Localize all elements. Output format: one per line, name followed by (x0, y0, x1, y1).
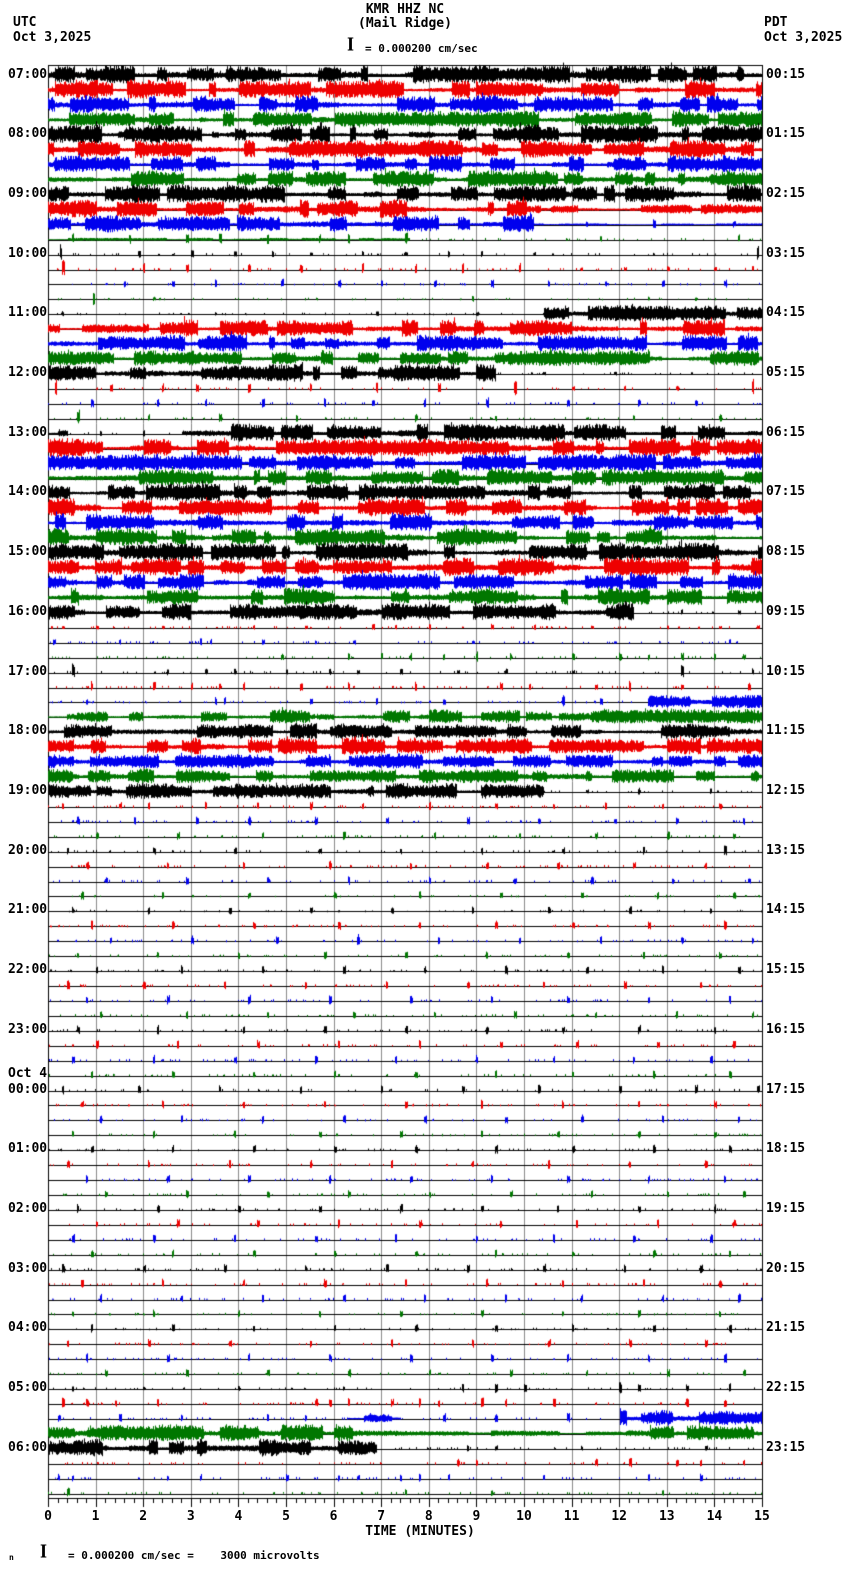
x-axis-tick-label: 14 (706, 1509, 723, 1524)
x-axis-tick-label: 3 (186, 1509, 195, 1524)
x-axis-tick-label: 11 (563, 1509, 580, 1524)
pdt-hour-label: 11:15 (766, 723, 806, 739)
utc-hour-label: 04:00 (8, 1320, 48, 1336)
pdt-hour-label: 14:15 (766, 902, 806, 918)
page-subtitle: (Mail Ridge) (358, 16, 452, 31)
left-date-label: Oct 3,2025 (13, 30, 92, 45)
x-axis-tick-label: 2 (139, 1509, 148, 1524)
x-axis-tick-label: 4 (234, 1509, 243, 1524)
pdt-hour-label: 12:15 (766, 783, 806, 798)
x-axis-tick-label: 12 (611, 1509, 628, 1524)
x-axis-tick-label: 8 (424, 1509, 433, 1524)
footer-prefix-glyph: n (9, 1553, 14, 1562)
utc-hour-label: 18:00 (8, 723, 48, 739)
pdt-hour-label: 05:15 (766, 365, 806, 381)
pdt-hour-label: 07:15 (766, 484, 806, 500)
utc-hour-label: 17:00 (8, 663, 48, 679)
x-axis-tick-label: 10 (516, 1509, 532, 1524)
utc-hour-label: 21:00 (8, 902, 48, 918)
utc-hour-label: 00:00 (8, 1081, 48, 1097)
pdt-hour-label: 20:15 (766, 1260, 806, 1276)
right-timezone-label: PDT (764, 15, 788, 30)
utc-hour-label: 07:00 (8, 66, 48, 82)
utc-hour-label: 15:00 (8, 544, 48, 560)
pdt-hour-label: 19:15 (766, 1200, 806, 1216)
x-axis-tick-label: 15 (754, 1509, 770, 1524)
pdt-hour-label: 17:15 (766, 1081, 806, 1097)
x-axis-tick-label: 9 (472, 1509, 481, 1524)
scale-text: = 0.000200 cm/sec (365, 42, 478, 55)
pdt-hour-label: 03:15 (766, 245, 806, 261)
footer-scale-note: = 0.000200 cm/sec = 3000 microvolts (68, 1549, 320, 1562)
pdt-hour-label: 16:15 (766, 1021, 806, 1037)
x-axis-tick-label: 7 (377, 1509, 386, 1524)
utc-hour-label: 03:00 (8, 1260, 48, 1276)
page-title: KMR HHZ NC (365, 2, 445, 17)
utc-hour-label: 08:00 (8, 126, 48, 142)
utc-hour-label: 22:00 (8, 962, 48, 978)
pdt-hour-label: 15:15 (766, 962, 806, 978)
utc-date-rollover-label: Oct 4 (8, 1065, 48, 1081)
pdt-hour-label: 06:15 (766, 424, 806, 440)
utc-hour-label: 20:00 (8, 842, 48, 858)
utc-hour-label: 05:00 (8, 1380, 48, 1396)
pdt-hour-label: 01:15 (766, 126, 806, 142)
pdt-hour-label: 10:15 (766, 663, 806, 679)
x-axis-label: TIME (MINUTES) (365, 1524, 475, 1539)
utc-hour-label: 14:00 (8, 484, 48, 500)
pdt-hour-label: 00:15 (766, 66, 806, 82)
x-axis-tick-label: 6 (329, 1509, 338, 1524)
utc-hour-label: 09:00 (8, 185, 48, 201)
utc-hour-label: 23:00 (8, 1021, 48, 1037)
utc-hour-label: 10:00 (8, 245, 48, 261)
scale-ibeam-icon: I (347, 34, 355, 56)
utc-hour-label: 13:00 (8, 424, 48, 440)
x-axis-tick-label: 5 (282, 1509, 290, 1524)
pdt-hour-label: 13:15 (766, 842, 806, 858)
pdt-hour-label: 08:15 (766, 544, 806, 560)
x-axis-tick-label: 13 (658, 1509, 675, 1524)
footer-ibeam-icon: I (40, 1541, 48, 1563)
utc-hour-label: 11:00 (8, 305, 48, 321)
pdt-hour-label: 04:15 (766, 305, 806, 321)
pdt-hour-label: 18:15 (766, 1141, 806, 1157)
pdt-hour-label: 23:15 (766, 1439, 806, 1455)
utc-hour-label: 02:00 (8, 1200, 48, 1216)
x-axis-tick-label: 1 (91, 1509, 100, 1524)
left-timezone-label: UTC (13, 15, 37, 30)
utc-hour-label: 12:00 (8, 365, 48, 381)
x-axis-tick-label: 0 (44, 1509, 52, 1524)
utc-hour-label: 19:00 (8, 783, 48, 798)
right-date-label: Oct 3,2025 (764, 30, 843, 45)
utc-hour-label: 01:00 (8, 1141, 48, 1157)
pdt-hour-label: 02:15 (766, 185, 806, 201)
utc-hour-label: 06:00 (8, 1439, 48, 1455)
pdt-hour-label: 22:15 (766, 1380, 806, 1396)
pdt-hour-label: 09:15 (766, 603, 806, 619)
utc-hour-label: 16:00 (8, 603, 48, 619)
pdt-hour-label: 21:15 (766, 1320, 806, 1336)
